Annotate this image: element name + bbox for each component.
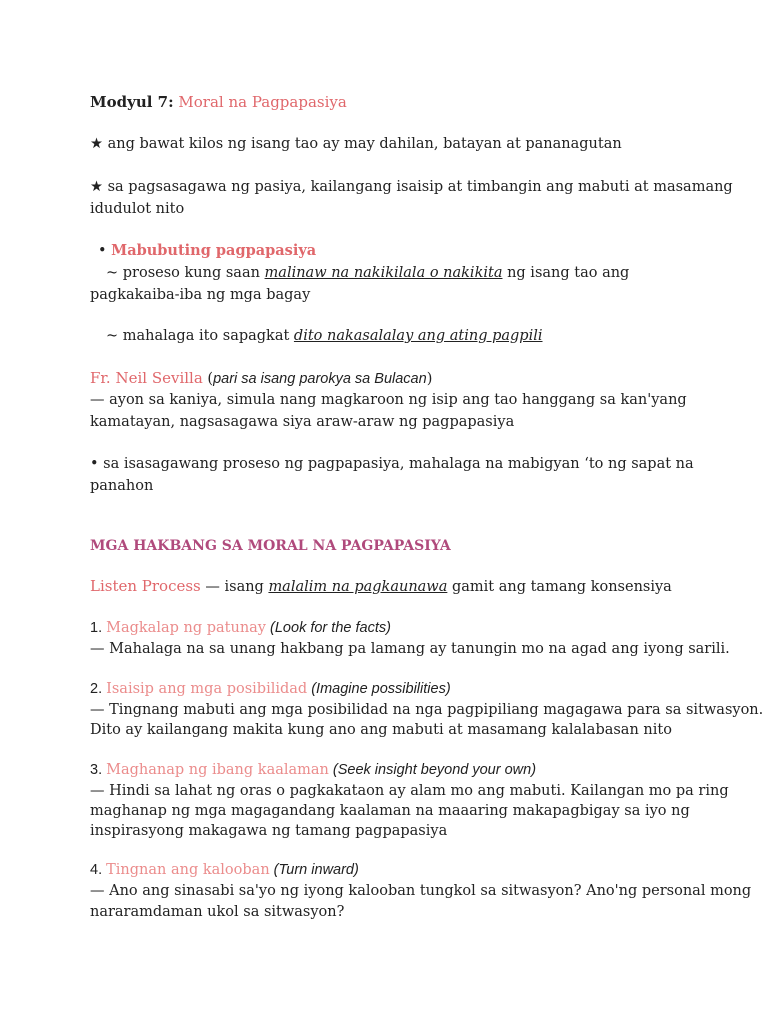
neil-name: Fr. Neil Sevilla — [90, 369, 203, 387]
def-text-post: ng isang tao ang — [502, 265, 630, 281]
bullet: • — [98, 243, 112, 259]
paren-close: ) — [426, 371, 433, 387]
step-number: 1. — [90, 620, 107, 636]
step-english: (Seek insight beyond your own) — [328, 762, 537, 778]
mabubuting-heading-row — [98, 240, 316, 262]
title-main: Moral na Pagpapasiya — [178, 93, 347, 111]
paren-open: ( — [202, 371, 214, 387]
step-title: Isaisip ang mga posibilidad — [106, 681, 308, 697]
mabubuting-def-line-1 — [106, 262, 629, 284]
mabubuting-heading: Mabubuting pagpapasiya — [111, 242, 317, 259]
listen-process-label: Listen Process — [90, 577, 201, 595]
title-prefix: Modyul 7: — [90, 93, 174, 111]
step-number: 2. — [90, 681, 107, 697]
neil-heading — [90, 367, 432, 390]
listen-process-row — [90, 575, 672, 598]
listen-post: gamit ang tamang konsensiya — [447, 579, 672, 595]
step-3-line-3: inspirasyong makagawa ng tamang pagpapasiya — [90, 823, 448, 839]
neil-line-2: kamatayan, nagsasagawa siya araw-araw ng pagpapasiya — [90, 414, 515, 430]
listen-emphasis: malalim na pagkaunawa — [268, 579, 448, 595]
step-4-line-1: — Ano ang sinasabi sa'yo ng iyong kalooban tungkol sa sitwasyon? Ano'ng personal mong — [90, 883, 752, 899]
importance-text: ~ mahalaga ito sapagkat — [106, 328, 294, 344]
step-2-heading — [90, 678, 451, 700]
step-3-heading — [90, 759, 536, 781]
step-2-line-2: Dito ay kailangang makita kung ano ang mabuti at masamang kalalabasan nito — [90, 722, 672, 738]
step-title: Maghanap ng ibang kaalaman — [106, 762, 329, 778]
neil-line-1: — ayon sa kaniya, simula nang magkaroon ng isip ang tao hanggang sa kan'yang — [90, 392, 687, 408]
step-title: Magkalap ng patunay — [106, 620, 267, 636]
def-emphasis: malinaw na nakikilala o nakikita — [264, 265, 503, 281]
document-title — [90, 91, 347, 113]
star-point-2-line-2: idudulot nito — [90, 201, 185, 217]
step-english: (Look for the facts) — [266, 620, 391, 636]
step-3-line-2: maghanap ng mga magagandang kaalaman na maaaring makapagbigay sa iyo ng — [90, 803, 690, 819]
step-3-line-1: — Hindi sa lahat ng oras o pagkakataon ay alam mo ang mabuti. Kailangan mo pa ring — [90, 783, 729, 799]
sapat-line-1: • sa isasagawang proseso ng pagpapasiya, mahalaga na mabigyan ‘to ng sapat na — [90, 456, 694, 472]
step-number: 4. — [90, 862, 107, 878]
mabubuting-importance — [106, 325, 543, 347]
step-english: (Turn inward) — [269, 862, 359, 878]
mabubuting-def-line-2: pagkakaiba-iba ng mga bagay — [90, 287, 311, 303]
step-1-line-1: — Mahalaga na sa unang hakbang pa lamang ay tanungin mo na agad ang iyong sarili. — [90, 641, 730, 657]
importance-emphasis: dito nakasalalay ang ating pagpili — [293, 328, 543, 344]
step-1-heading — [90, 617, 391, 639]
neil-role: pari sa isang parokya sa Bulacan — [213, 371, 427, 387]
star-point-1: ★ ang bawat kilos ng isang tao ay may dahilan, batayan at pananagutan — [90, 136, 622, 152]
step-4-line-2: nararamdaman ukol sa sitwasyon? — [90, 904, 345, 920]
step-english: (Imagine possibilities) — [307, 681, 451, 697]
step-title: Tingnan ang kalooban — [106, 862, 270, 878]
listen-pre: — isang — [200, 579, 269, 595]
step-2-line-1: — Tingnang mabuti ang mga posibilidad na nga pagpipiliang magagawa para sa sitwasyon. — [90, 702, 764, 718]
star-point-2-line-1: ★ sa pagsasagawa ng pasiya, kailangang isaisip at timbangin ang mabuti at masamang — [90, 179, 733, 195]
step-4-heading — [90, 859, 359, 881]
hakbang-heading: MGA HAKBANG SA MORAL NA PAGPAPASIYA — [90, 538, 451, 554]
sapat-line-2: panahon — [90, 478, 154, 494]
step-number: 3. — [90, 762, 107, 778]
def-text: ~ proseso kung saan — [106, 265, 265, 281]
